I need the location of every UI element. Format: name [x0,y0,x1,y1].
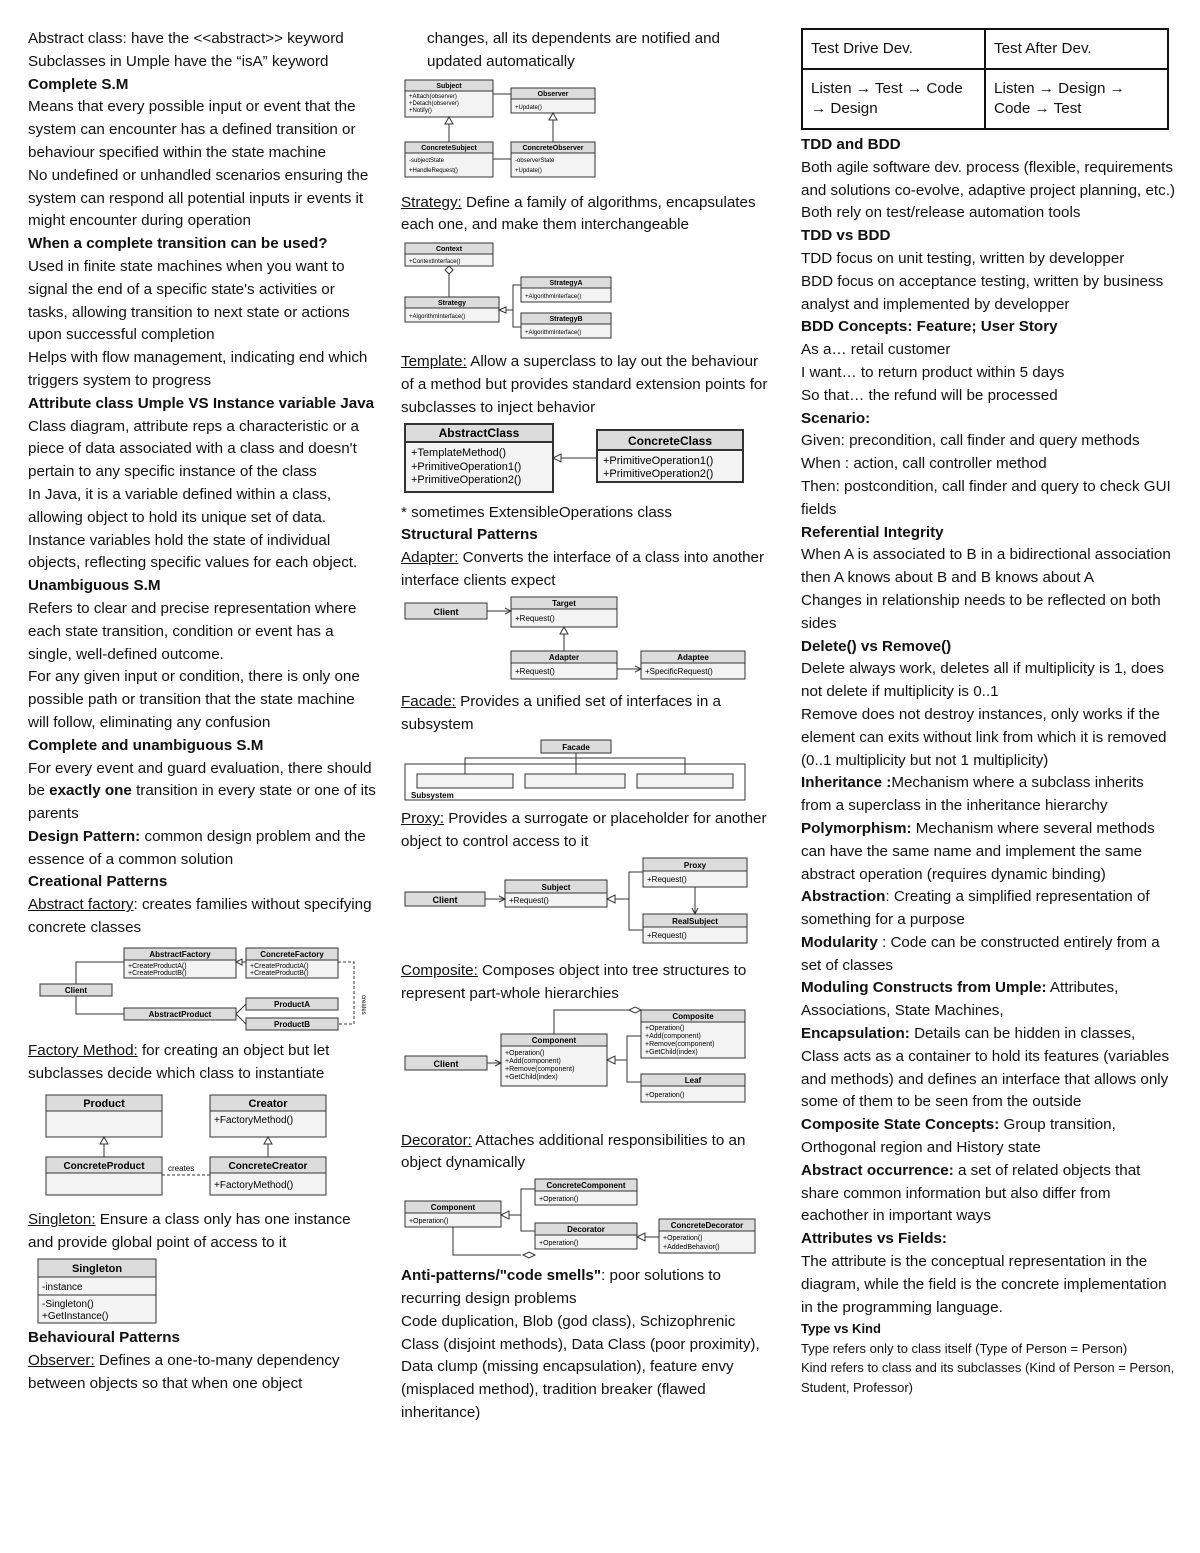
af-product-a: ProductA [274,999,310,1009]
st-strategy-b-m: +AlgorithmInterface() [525,330,582,337]
complete-unambiguous-text [28,758,378,826]
tp-a3: +PrimitiveOperation2() [411,473,522,486]
heading-behavioural: Behavioural Patterns [28,1329,180,1347]
tdd-vs-1: TDD focus on unit testing, written by developper [801,249,1125,267]
af-abstract-product: AbstractProduct [148,1009,212,1019]
ad-adaptee-m: +SpecificRequest() [645,666,713,676]
heading-scenario: Scenario: [801,409,871,427]
heading-delete-remove: Delete() vs Remove() [801,637,952,655]
encapsulation-text: Details can be hidden in classes, Class acts as a container to hold its features (variables and methods) and defines an interface that allows only some of them to be seen from the outside [801,1025,1170,1111]
cp-k3: +Remove(component) [645,1040,715,1048]
polymorphism-label: Polymorphism: [801,819,912,837]
template-label: Template: [401,353,467,371]
obs-cs: ConcreteSubject [421,144,477,152]
attribute-text-2: In Java, it is a variable defined within a class, allowing object to hold its unique set of data. Instance variables hold the state of individual objects, reflecting specific values for each object. [28,485,358,572]
bdd-2: I want… to return product within 5 days [801,363,1065,381]
abstraction-text: : Creating a simplified representation of something for a purpose [801,888,1150,929]
fm-factory-method: +FactoryMethod() [214,1115,294,1127]
scenario-1: Given: precondition, call finder and query methods [801,432,1140,450]
cu-pre: For every event and guard evaluation, there should be [28,759,372,800]
obs-cs2: +HandleRequest() [409,167,458,174]
st-strategy-b: StrategyB [549,316,583,324]
fm-concrete-product: ConcreteProduct [63,1161,145,1173]
heading-attributes-fields: Attributes vs Fields: [801,1230,947,1248]
dc-cd1: +Operation() [663,1235,703,1243]
type-kind-1: Type refers only to class itself (Type of Person = Person) [801,1340,1128,1356]
heading-complete-transition: When a complete transition can be used? [28,235,328,253]
facade-text: Provides a unified set of interfaces in a subsystem [401,692,721,733]
attribute-text-1: Class diagram, attribute reps a characteristic or a piece of data associated with a class and doesn't pertain to any specific instance of the class [28,417,359,481]
adapter-def [401,547,771,593]
cp-client: Client [433,1058,459,1069]
decorator-label: Decorator: [401,1131,472,1149]
type-kind-2: Kind refers to class and its subclasses (Kind of Person = Person, Student, Professor) [801,1360,1175,1395]
design-pattern-text: common design problem and the essence of a common solution [28,827,366,868]
observer-label: Observer: [28,1351,95,1369]
abstract-factory-label: Abstract factory [28,896,134,914]
anti-patterns-label: Anti-patterns/"code smells" [401,1267,602,1285]
cp-k1: +Operation() [645,1024,685,1032]
cu-bold: exactly one [49,782,132,800]
obs-cs1: -subjectState [409,157,445,164]
facade-diagram [401,736,771,808]
inheritance-def [801,772,1176,818]
dc-concrete-component-m: +Operation() [539,1196,579,1204]
ad-target-m: +Request() [515,613,555,623]
singleton-label: Singleton: [28,1211,96,1229]
st-strategy-a-m: +AlgorithmInterface() [525,294,582,301]
scenario-3: Then: postcondition, call finder and query to check GUI fields [801,477,1171,518]
cp-c4: +GetChild(index) [505,1073,558,1081]
st-context: Context [435,246,463,254]
adapter-text: Converts the interface of a class into another interface clients expect [401,549,765,589]
polymorphism-def [801,818,1176,886]
st-strategy-m: +AlgorithmInterface() [409,314,466,321]
obs-co: ConcreteObserver [522,144,584,152]
anti-patterns-list: Code duplication, Blob (god class), Schizophrenic Class (disjoint methods), Data Class (poor proximity), Data clump (missing encapsulation), feature envy (misplaced method), tradition breaker (flawed inheritance) [401,1312,760,1421]
fa-facade: Facade [562,743,590,753]
composite-state-label: Composite State Concepts: [801,1116,1000,1134]
inheritance-label: Inheritance : [801,774,892,792]
cp-c2: +Add(component) [505,1057,561,1065]
obs-o1: +Update() [515,104,542,111]
scenario-2: When : action, call controller method [801,455,1047,473]
complete-transition-text-2: Helps with flow management, indicating end which triggers system to progress [28,349,368,389]
px-real-m: +Request() [647,930,687,940]
bdd-1: As a… retail customer [801,341,951,359]
cp-leaf: Leaf [684,1075,702,1085]
proxy-text: Provides a surrogate or placeholder for another object to control access to it [401,810,767,851]
st-strategy: Strategy [437,300,467,308]
tdd-vs-2: BDD focus on acceptance testing, written by business analyst and implemented by developper [801,272,1164,313]
heading-creational: Creational Patterns [28,873,168,891]
complete-sm-text-2: No undefined or unhandled scenarios ensuring the system can respond all potential inputs ir events it might encounter during operation [28,166,369,230]
unambiguous-text-2: For any given input or condition, there is only one possible path or transition that the state machine will follow, eliminating any confusion [28,668,360,731]
px-subject: Subject [541,882,571,892]
px-real: RealSubject [672,916,718,926]
ad-adaptee: Adaptee [677,652,709,662]
tdd-table [801,28,1169,130]
ad-client: Client [433,606,459,617]
delete-1: Delete always work, deletes all if multiplicity is 1, does not delete if multiplicity is 0..1 [801,660,1164,701]
decorator-diagram [401,1175,771,1265]
decorator-text: Attaches additional responsibilities to an object dynamically [401,1131,746,1172]
abstract-occurrence-text: a set of related objects that share common information but also differ from eachother in important ways [801,1161,1141,1225]
af-abstract-factory-methods: +CreateProductA() +CreateProductB() [128,962,187,977]
cp-c1: +Operation() [505,1049,545,1057]
heading-attribute-vs-instance: Attribute class Umple VS Instance variable Java [28,394,375,412]
strategy-def [401,192,771,238]
adapter-label: Adapter: [401,549,459,567]
observer-diagram [401,74,771,192]
sg-title: Singleton [71,1263,123,1276]
af-product-b: ProductB [274,1019,310,1029]
composite-state-text: Group transition, Orthogonal region and History state [801,1116,1116,1157]
design-pattern-def [28,826,378,872]
af-abstract-factory: AbstractFactory [149,949,211,959]
tdd-table-cell-2: Listen → Design → Code → Test [985,69,1168,129]
abstract-occurrence-label: Abstract occurrence: [801,1161,954,1179]
abstract-class-note: Abstract class: have the <<abstract>> keyword [28,30,344,47]
tdd-table-header-2: Test After Dev. [985,29,1168,69]
tdd-table-cell-1: Listen → Test → Code → Design [802,69,985,129]
tp-abstract: AbstractClass [438,425,520,440]
facade-def [401,691,771,737]
moduling-constructs-label: Moduling Constructs from Umple: [801,979,1047,997]
sg-m2: +GetInstance() [42,1311,109,1323]
composite-def [401,960,771,1006]
anti-patterns-text: : poor solutions to recurring design problems [401,1267,721,1307]
heading-complete-unambiguous: Complete and unambiguous S.M [28,736,264,754]
st-context-m: +ContextInterface() [409,259,461,266]
dc-component: Component [430,1203,476,1213]
dc-concrete-decorator: ConcreteDecorator [670,1221,744,1231]
anti-patterns-def [401,1265,771,1311]
modularity-def [801,932,1176,978]
px-proxy: Proxy [683,860,707,870]
composite-label: Composite: [401,961,478,979]
tdd-bdd-2: Both rely on test/release automation tools [801,204,1081,222]
facade-label: Facade: [401,692,456,710]
encapsulation-def [801,1023,1176,1114]
observer-cont: changes, all its dependents are notified and updated automatically [427,30,720,70]
template-text: Allow a superclass to lay out the behaviour of a method but provides standard extension points for subclasses to inject behavior [401,353,768,416]
heading-type-kind: Type vs Kind [801,1321,881,1337]
column-2 [401,28,771,1425]
st-strategy-a: StrategyA [549,280,583,288]
obs-s2: +Detach(observer) [409,100,459,107]
observer-def [28,1350,378,1396]
abstract-factory-text: : creates families without specifying concrete classes [28,896,372,937]
ad-adapter-m: +Request() [515,666,555,676]
heading-tdd-bdd: TDD and BDD [801,136,901,153]
dc-cd2: +AddedBehavior() [663,1244,720,1252]
af-client: Client [64,985,88,995]
cp-l1: +Operation() [645,1091,685,1099]
singleton-text: Ensure a class only has one instance and provide global point of access to it [28,1211,351,1252]
fm-cc-method: +FactoryMethod() [214,1180,294,1192]
column-3 [801,28,1176,1397]
proxy-def [401,808,771,854]
cp-k2: +Add(component) [645,1032,701,1040]
dc-component-m: +Operation() [409,1218,449,1226]
abstraction-label: Abstraction [801,888,886,906]
obs-observer: Observer [537,90,569,98]
af-creates: creates [360,994,366,1015]
strategy-diagram [401,237,771,351]
obs-s3: +Notify() [409,107,432,114]
fm-creator: Creator [248,1098,288,1111]
fm-creates: creates [168,1164,195,1174]
abstract-factory-diagram [28,940,378,1040]
ref-2: Changes in relationship needs to be reflected on both sides [801,591,1161,632]
px-client: Client [432,894,458,905]
ad-adapter: Adapter [548,652,580,662]
template-note: * sometimes ExtensibleOperations class [401,503,672,521]
adapter-diagram [401,593,771,691]
cp-k4: +GetChild(index) [645,1048,698,1056]
singleton-diagram [28,1255,378,1327]
abstract-factory-def [28,894,378,940]
encapsulation-label: Encapsulation: [801,1025,910,1043]
af-concrete-factory: ConcreteFactory [260,949,324,959]
obs-s1: +Attach(observer) [409,93,457,100]
cp-c3: +Remove(component) [505,1065,575,1073]
heading-complete-sm: Complete S.M [28,75,129,93]
factory-method-label: Factory Method: [28,1041,138,1059]
composite-diagram [401,1006,771,1130]
complete-transition-text-1: Used in finite state machines when you want to signal the end of a specific state's activities or tasks, allowing transition to next state or actions upon successful completion [28,257,350,344]
strategy-label: Strategy: [401,193,462,211]
dc-decorator: Decorator [567,1225,605,1235]
factory-method-def [28,1040,378,1086]
attributes-fields-text: The attribute is the conceptual representation in the diagram, while the field is the concrete implementation in the programming language. [801,1253,1167,1316]
decorator-def [401,1130,771,1176]
px-subject-m: +Request() [509,895,549,905]
inheritance-text: Mechanism where a subclass inherits from a superclass in the inheritance hierarchy [801,774,1144,815]
design-pattern-label: Design Pattern: [28,827,141,845]
cp-component: Component [531,1035,577,1045]
modularity-text: : Code can be constructed entirely from a set of classes [801,933,1160,974]
modularity-label: Modularity [801,933,878,951]
unambiguous-text-1: Refers to clear and precise representation where each state transition, condition or event has a single, well-defined outcome. [28,599,357,663]
heading-unambiguous-sm: Unambiguous S.M [28,577,161,595]
composite-text: Composes object into tree structures to represent part-whole hierarchies [401,961,747,1002]
strategy-text: Define a family of algorithms, encapsulates each one, and make them interchangeable [401,193,756,234]
obs-co1: -observerState [515,157,555,164]
template-diagram [401,420,771,502]
sg-m1: -Singleton() [42,1299,94,1311]
af-concrete-factory-methods: +CreateProductA() +CreateProductB() [250,962,309,977]
ad-target: Target [552,598,576,608]
sg-attr: -instance [42,1282,83,1294]
fa-subsystem: Subsystem [411,791,454,801]
fm-concrete-creator: ConcreteCreator [228,1161,308,1173]
template-def [401,351,771,419]
composite-state-def [801,1114,1176,1160]
heading-bdd-concepts: BDD Concepts: Feature; User Story [801,318,1058,336]
complete-sm-text-1: Means that every possible input or event that the system can encounter has a defined transition or behaviour specified within the state machine [28,98,356,161]
factory-method-diagram [28,1085,378,1209]
tp-c1: +PrimitiveOperation1() [603,454,714,467]
observer-text: Defines a one-to-many dependency between objects so that when one object [28,1351,340,1392]
cp-composite: Composite [672,1011,714,1021]
proxy-diagram [401,854,771,960]
subclasses-note: Subclasses in Umple have the “isA” keyword [28,52,329,70]
heading-structural: Structural Patterns [401,526,538,544]
ref-1: When A is associated to B in a bidirectional association then A knows about B and B knows about A [801,546,1171,587]
dc-concrete-component: ConcreteComponent [546,1181,626,1191]
dc-decorator-m: +Operation() [539,1240,579,1248]
tdd-bdd-1: Both agile software dev. process (flexible, requirements and solutions co-evolve, adaptive project planning, etc.) [801,158,1176,199]
proxy-label: Proxy: [401,810,445,828]
tdd-table-header-1: Test Drive Dev. [802,29,985,69]
tp-a1: +TemplateMethod() [411,446,507,459]
heading-referential-integrity: Referential Integrity [801,523,944,541]
px-proxy-m: +Request() [647,874,687,884]
obs-co2: +Update() [515,167,542,174]
fm-product: Product [83,1098,125,1111]
obs-subject: Subject [436,82,462,90]
moduling-constructs-text: Attributes, Associations, State Machines, [801,979,1119,1020]
tp-c2: +PrimitiveOperation2() [603,467,714,480]
abstraction-def [801,886,1176,932]
abstract-occurrence-def [801,1160,1176,1228]
polymorphism-text: Mechanism where several methods can have the same name and implement the same abstract operation (requires dynamic binding) [801,819,1155,883]
cu-post: transition in every state or one of its parents [28,782,376,823]
column-1 [28,28,378,1395]
moduling-constructs-def [801,977,1176,1023]
heading-tdd-vs-bdd: TDD vs BDD [801,227,891,245]
factory-method-text: for creating an object but let subclasses decide which class to instantiate [28,1041,330,1082]
singleton-def [28,1209,378,1255]
bdd-3: So that… the refund will be processed [801,386,1058,404]
delete-2: Remove does not destroy instances, only works if the element can exits without link from which it is removed (0..1 multiplicity but not 1 multiplicity) [801,705,1167,769]
tp-a2: +PrimitiveOperation1() [411,460,522,473]
tp-concrete: ConcreteClass [627,433,713,448]
